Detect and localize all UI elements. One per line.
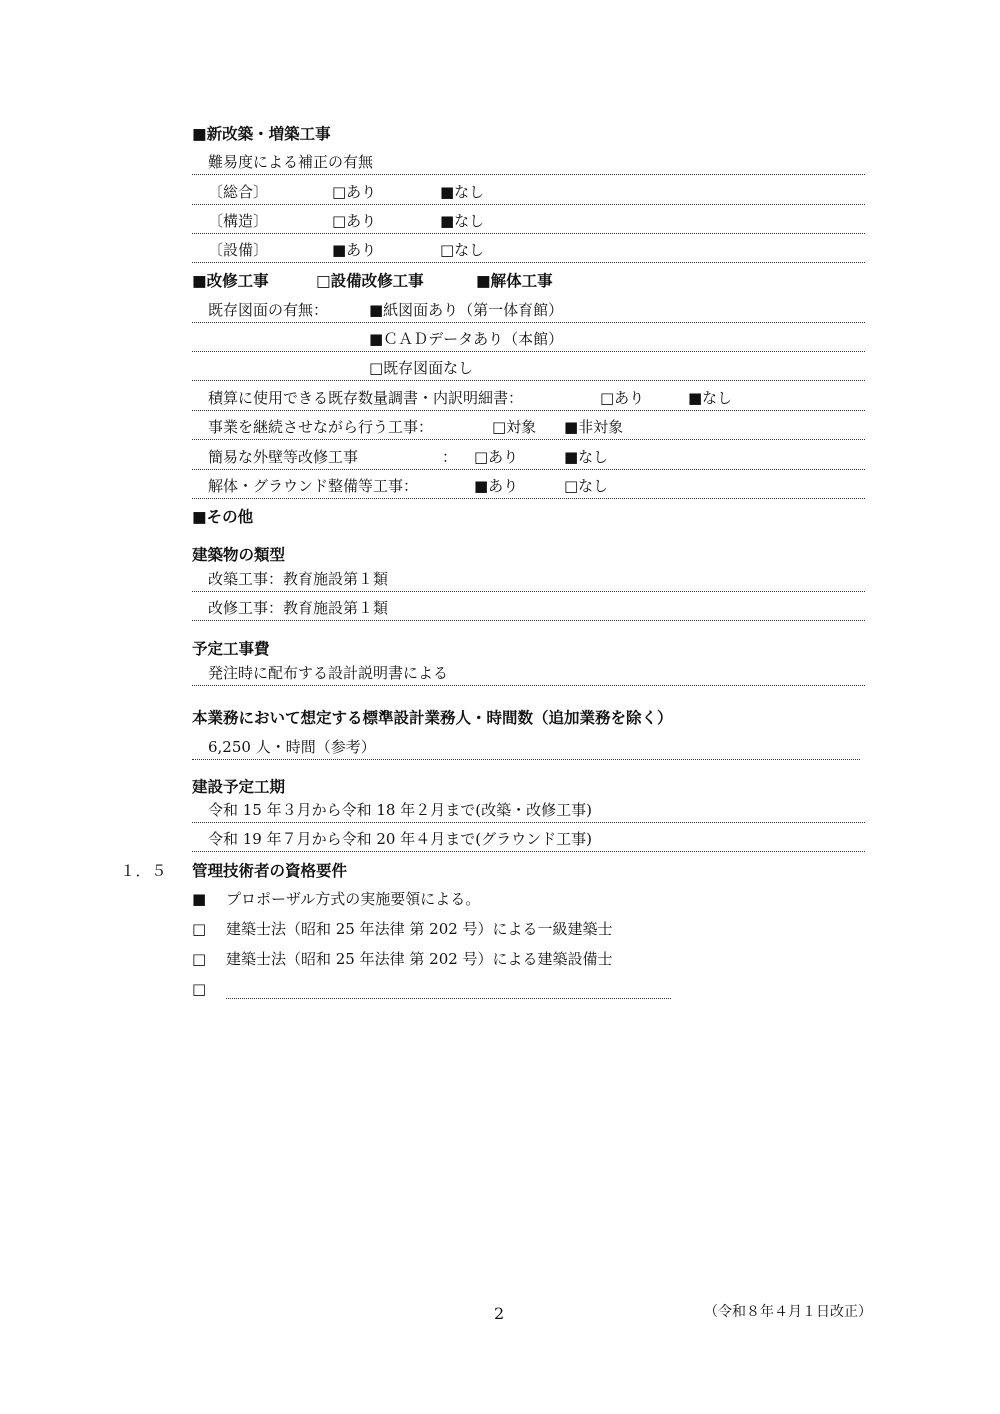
difficulty-row-equipment (192, 238, 865, 263)
option-no: ■なし (564, 448, 609, 466)
continuing-work-row (192, 415, 865, 440)
option-no: □なし (564, 477, 609, 495)
heading-design-hours: 本業務において想定する標準設計業務人・時間数（追加業務を除く） (192, 709, 673, 727)
option-no: ■なし (440, 183, 485, 201)
building-type-text: 改修工事：教育施設第１類 (208, 599, 389, 617)
option-no: □なし (440, 241, 485, 259)
quantity-survey-row (192, 386, 865, 411)
exterior-wall-colon: ： (442, 448, 458, 466)
option-non-target: ■非対象 (564, 418, 624, 436)
option-target: □対象 (492, 418, 537, 436)
heading-schedule: 建設予定工期 (192, 778, 286, 796)
schedule-text: 令和 15 年３月から令和 18 年２月まで(改築・改修工事) (208, 801, 592, 819)
difficulty-line (192, 150, 865, 175)
heading-demolition: ■解体工事 (476, 272, 553, 290)
page-number: 2 (494, 1304, 505, 1323)
schedule-text: 令和 19 年７月から令和 20 年４月まで(グラウンド工事) (208, 830, 592, 848)
demolition-row (192, 474, 865, 499)
qualification-item (192, 919, 613, 939)
heading-building-type: 建築物の類型 (192, 546, 286, 564)
qualification-text: 建築士法（昭和 25 年法律 第 202 号）による一級建築士 (226, 920, 613, 938)
difficulty-row-general (192, 180, 865, 205)
section-number: １．５ (120, 862, 167, 880)
row-label: 〔総合〕 (208, 183, 269, 201)
schedule-line (192, 798, 865, 823)
checkbox-mark: □ (192, 950, 207, 968)
qualification-item (192, 889, 480, 909)
checkbox-mark: □ (192, 980, 207, 998)
heading-renovation-work: ■改修工事 (192, 272, 269, 290)
row-label: 〔構造〕 (208, 212, 269, 230)
demolition-label: 解体・グラウンド整備等工事： (208, 477, 419, 495)
drawing-option: ■紙図面あり（第一体育館） (369, 301, 564, 319)
difficulty-label: 難易度による補正の有無 (208, 153, 374, 171)
exterior-wall-row (192, 445, 865, 470)
design-hours-text: 6,250 人・時間（参考） (208, 738, 376, 756)
continuing-work-label: 事業を継続させながら行う工事： (208, 418, 434, 436)
section-qualification (120, 861, 347, 881)
quantity-survey-label: 積算に使用できる既存数量調書・内訳明細書： (208, 389, 524, 407)
existing-drawings-row (192, 298, 865, 323)
heading-renovation (192, 271, 553, 291)
planned-cost-line (192, 661, 865, 686)
option-yes: □あり (474, 448, 519, 466)
building-type-line (192, 567, 865, 592)
difficulty-row-structure (192, 209, 865, 234)
building-type-line (192, 596, 865, 621)
row-label: 〔設備〕 (208, 241, 269, 259)
drawing-option: □既存図面なし (369, 359, 474, 377)
blank-fill-line (226, 984, 671, 999)
heading-equipment-renovation: □設備改修工事 (316, 272, 424, 290)
qualification-text: 建築士法（昭和 25 年法律 第 202 号）による建築設備士 (226, 950, 613, 968)
qualification-text: プロポーザル方式の実施要領による。 (226, 890, 481, 908)
schedule-line (192, 827, 865, 852)
qualification-item (192, 949, 613, 969)
option-yes: □あり (332, 212, 377, 230)
option-no: ■なし (688, 389, 733, 407)
drawing-option: ■ＣＡＤデータあり（本館） (369, 330, 564, 348)
existing-drawings-row (192, 327, 865, 352)
planned-cost-text: 発注時に配布する設計説明書による (208, 664, 449, 682)
exterior-wall-label: 簡易な外壁等改修工事 (208, 448, 359, 466)
section-title: 管理技術者の資格要件 (192, 862, 348, 880)
option-no: ■なし (440, 212, 485, 230)
building-type-text: 改築工事：教育施設第１類 (208, 570, 389, 588)
option-yes: ■あり (474, 477, 519, 495)
checkbox-mark: □ (192, 920, 207, 938)
design-hours-line (192, 735, 860, 760)
heading-other: ■その他 (192, 508, 254, 526)
option-yes: ■あり (332, 241, 377, 259)
checkbox-mark: ■ (192, 890, 207, 908)
existing-drawings-label: 既存図面の有無： (208, 301, 329, 319)
option-yes: □あり (600, 389, 645, 407)
existing-drawings-row (192, 356, 865, 381)
option-yes: □あり (332, 183, 377, 201)
heading-new-construction: ■新改築・増築工事 (192, 125, 331, 143)
revision-date: （令和８年４月１日改正） (704, 1304, 872, 1320)
heading-planned-cost: 予定工事費 (192, 640, 270, 658)
qualification-item (192, 979, 671, 999)
